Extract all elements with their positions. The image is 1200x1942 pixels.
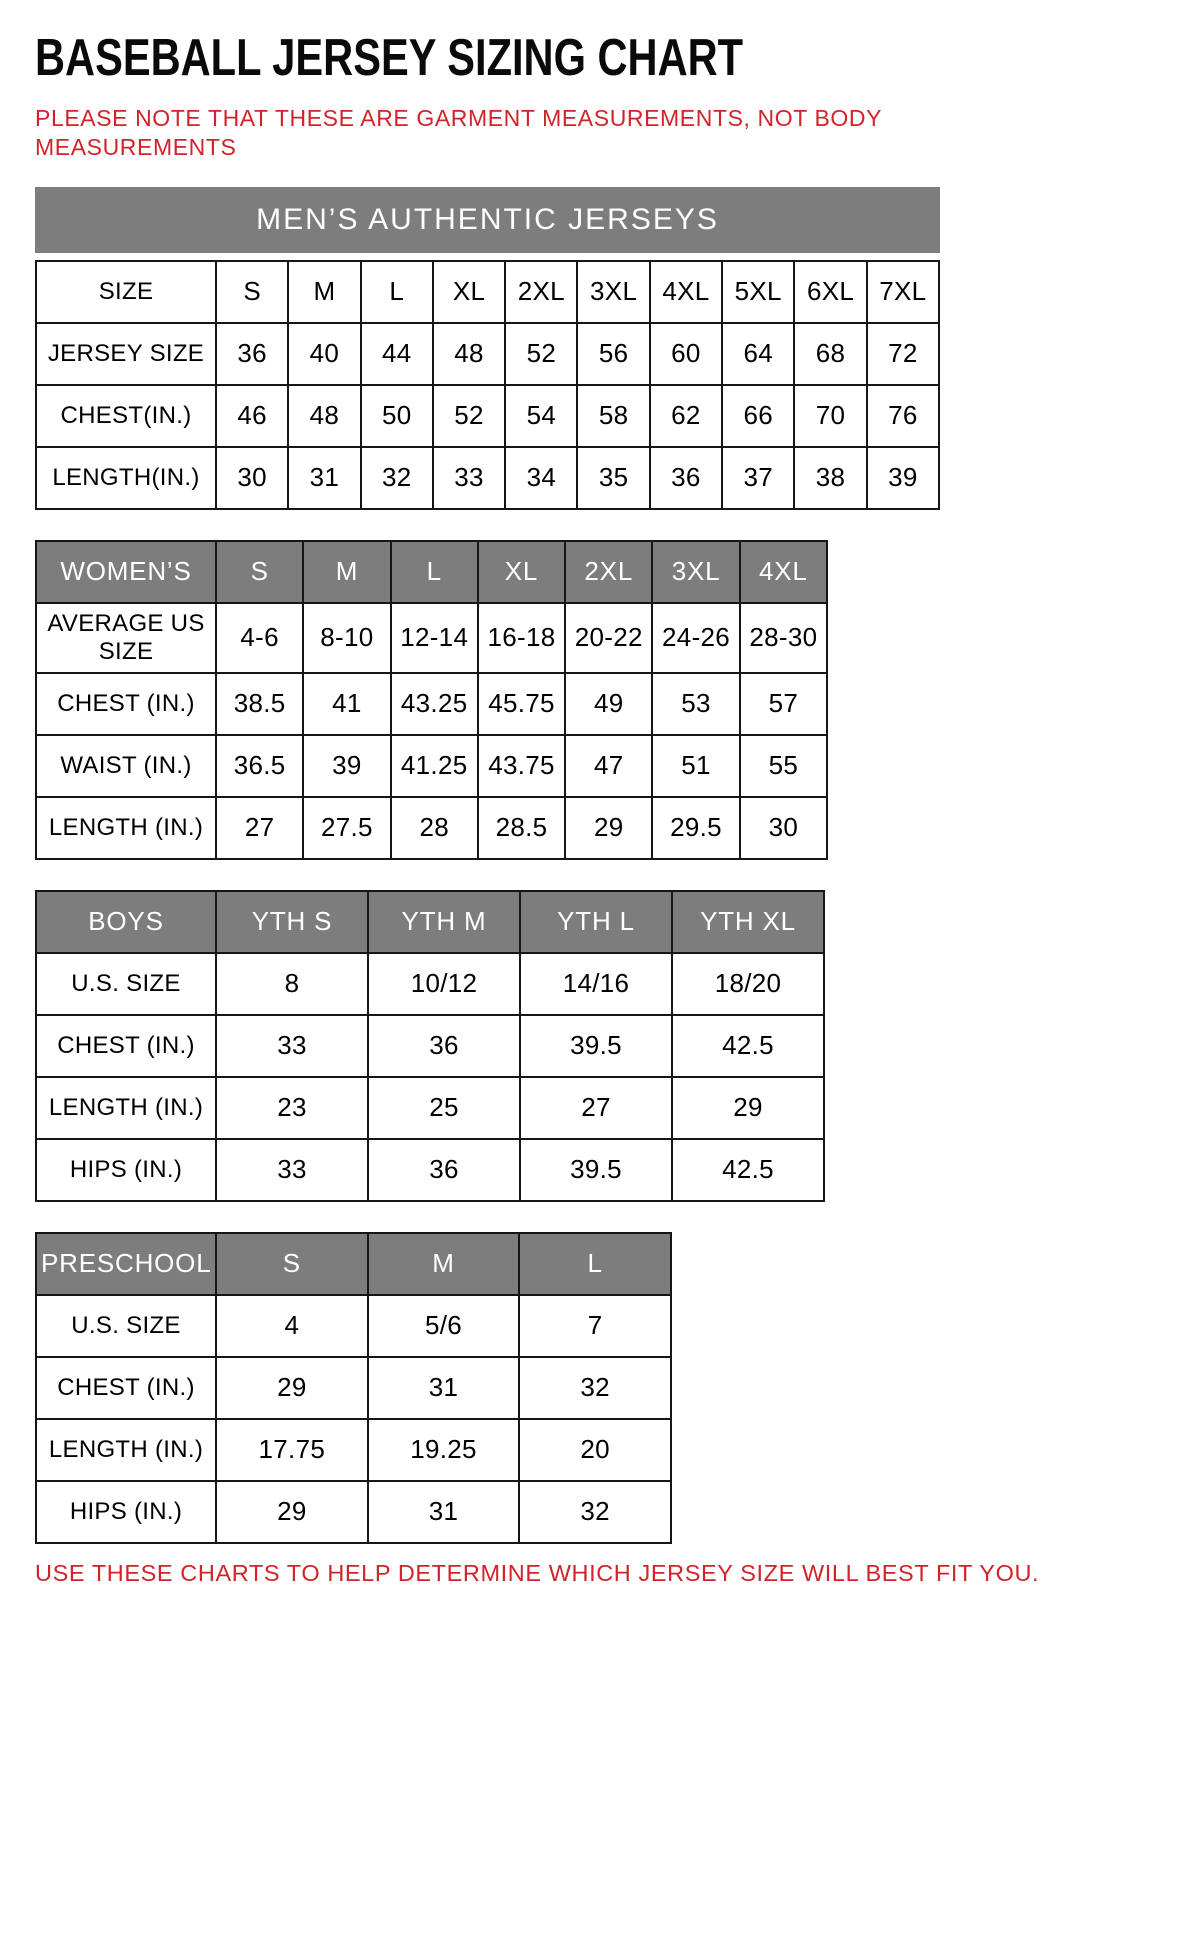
value-cell: 36	[650, 447, 722, 509]
mens-row	[36, 261, 939, 323]
value-cell: 28	[391, 797, 478, 859]
value-cell: 29	[216, 1357, 368, 1419]
value-cell: M	[288, 261, 360, 323]
row-label-cell: LENGTH (IN.)	[36, 1419, 216, 1481]
size-header-cell: YTH S	[216, 891, 368, 953]
value-cell: 7XL	[867, 261, 939, 323]
boys-title-cell: BOYS	[36, 891, 216, 953]
value-cell: 50	[361, 385, 433, 447]
boys-row	[36, 1077, 824, 1139]
value-cell: 58	[577, 385, 649, 447]
boys-row	[36, 953, 824, 1015]
value-cell: 25	[368, 1077, 520, 1139]
fit-advice-note: USE THESE CHARTS TO HELP DETERMINE WHICH JERSEY SIZE WILL BEST FIT YOU.	[35, 1559, 1040, 1586]
preschool-row	[36, 1295, 671, 1357]
value-cell: 48	[288, 385, 360, 447]
value-cell: 30	[216, 447, 288, 509]
size-header-cell: L	[391, 541, 478, 603]
value-cell: 42.5	[672, 1139, 824, 1201]
value-cell: 76	[867, 385, 939, 447]
value-cell: 35	[577, 447, 649, 509]
value-cell: 57	[740, 673, 827, 735]
value-cell: 51	[652, 735, 739, 797]
value-cell: 33	[216, 1139, 368, 1201]
value-cell: 4	[216, 1295, 368, 1357]
womens-row	[36, 603, 827, 673]
value-cell: 33	[433, 447, 505, 509]
size-header-cell: 3XL	[652, 541, 739, 603]
preschool-section	[35, 1232, 1165, 1544]
value-cell: 30	[740, 797, 827, 859]
size-header-cell: L	[519, 1233, 671, 1295]
size-header-cell: YTH M	[368, 891, 520, 953]
value-cell: 42.5	[672, 1015, 824, 1077]
preschool-title-cell: PRESCHOOL	[36, 1233, 216, 1295]
boys-section	[35, 890, 1165, 1202]
size-header-cell: 4XL	[740, 541, 827, 603]
value-cell: 48	[433, 323, 505, 385]
row-label-cell: WAIST (IN.)	[36, 735, 216, 797]
row-label-cell: CHEST (IN.)	[36, 673, 216, 735]
value-cell: 39	[867, 447, 939, 509]
size-header-cell: XL	[478, 541, 565, 603]
value-cell: 29	[672, 1077, 824, 1139]
value-cell: 40	[288, 323, 360, 385]
value-cell: 16-18	[478, 603, 565, 673]
size-header-cell: M	[368, 1233, 520, 1295]
size-header-cell: YTH XL	[672, 891, 824, 953]
mens-section	[35, 187, 1165, 510]
value-cell: 60	[650, 323, 722, 385]
value-cell: 52	[433, 385, 505, 447]
value-cell: 38.5	[216, 673, 303, 735]
size-header-cell: S	[216, 541, 303, 603]
value-cell: 37	[722, 447, 794, 509]
value-cell: 39.5	[520, 1015, 672, 1077]
value-cell: 66	[722, 385, 794, 447]
womens-row	[36, 735, 827, 797]
value-cell: 52	[505, 323, 577, 385]
value-cell: 31	[368, 1481, 520, 1543]
row-label-cell: LENGTH (IN.)	[36, 797, 216, 859]
value-cell: 36	[368, 1139, 520, 1201]
row-label-cell: U.S. SIZE	[36, 1295, 216, 1357]
value-cell: 27.5	[303, 797, 390, 859]
value-cell: 31	[368, 1357, 520, 1419]
preschool-row	[36, 1419, 671, 1481]
value-cell: 6XL	[794, 261, 866, 323]
value-cell: 47	[565, 735, 652, 797]
value-cell: 5/6	[368, 1295, 520, 1357]
value-cell: 39.5	[520, 1139, 672, 1201]
value-cell: 33	[216, 1015, 368, 1077]
boys-sizing-table	[35, 890, 825, 1202]
value-cell: 27	[520, 1077, 672, 1139]
value-cell: XL	[433, 261, 505, 323]
value-cell: 28-30	[740, 603, 827, 673]
value-cell: 56	[577, 323, 649, 385]
row-label-cell: HIPS (IN.)	[36, 1139, 216, 1201]
value-cell: 64	[722, 323, 794, 385]
value-cell: 49	[565, 673, 652, 735]
size-header-cell: 2XL	[565, 541, 652, 603]
size-header-cell: S	[216, 1233, 368, 1295]
womens-row	[36, 797, 827, 859]
page-title: BASEBALL JERSEY SIZING CHART	[35, 29, 744, 87]
value-cell: 54	[505, 385, 577, 447]
boys-row	[36, 1139, 824, 1201]
value-cell: 2XL	[505, 261, 577, 323]
row-label-cell: CHEST(IN.)	[36, 385, 216, 447]
value-cell: 32	[519, 1357, 671, 1419]
value-cell: 20	[519, 1419, 671, 1481]
value-cell: 24-26	[652, 603, 739, 673]
value-cell: 8-10	[303, 603, 390, 673]
value-cell: 29.5	[652, 797, 739, 859]
row-label-cell: U.S. SIZE	[36, 953, 216, 1015]
value-cell: 17.75	[216, 1419, 368, 1481]
value-cell: 70	[794, 385, 866, 447]
value-cell: 29	[565, 797, 652, 859]
womens-header-row	[36, 541, 827, 603]
preschool-row	[36, 1357, 671, 1419]
value-cell: 8	[216, 953, 368, 1015]
value-cell: 39	[303, 735, 390, 797]
value-cell: 68	[794, 323, 866, 385]
womens-title-cell: WOMEN’S	[36, 541, 216, 603]
size-header-cell: YTH L	[520, 891, 672, 953]
value-cell: 3XL	[577, 261, 649, 323]
preschool-row	[36, 1481, 671, 1543]
mens-row	[36, 323, 939, 385]
value-cell: 32	[519, 1481, 671, 1543]
value-cell: 5XL	[722, 261, 794, 323]
mens-table-banner: MEN’S AUTHENTIC JERSEYS	[35, 187, 940, 253]
value-cell: 23	[216, 1077, 368, 1139]
mens-row	[36, 385, 939, 447]
value-cell: 36.5	[216, 735, 303, 797]
row-label-cell: SIZE	[36, 261, 216, 323]
value-cell: 10/12	[368, 953, 520, 1015]
value-cell: 12-14	[391, 603, 478, 673]
womens-section	[35, 540, 1165, 860]
value-cell: 32	[361, 447, 433, 509]
size-header-cell: M	[303, 541, 390, 603]
value-cell: 43.25	[391, 673, 478, 735]
value-cell: 28.5	[478, 797, 565, 859]
value-cell: 43.75	[478, 735, 565, 797]
value-cell: 46	[216, 385, 288, 447]
value-cell: 53	[652, 673, 739, 735]
value-cell: 44	[361, 323, 433, 385]
value-cell: S	[216, 261, 288, 323]
value-cell: 20-22	[565, 603, 652, 673]
garment-measurement-note: PLEASE NOTE THAT THESE ARE GARMENT MEASUREMENTS, NOT BODY MEASUREMENTS	[35, 105, 882, 161]
boys-row	[36, 1015, 824, 1077]
preschool-sizing-table	[35, 1232, 672, 1544]
mens-sizing-table	[35, 260, 940, 510]
mens-row	[36, 447, 939, 509]
value-cell: 14/16	[520, 953, 672, 1015]
value-cell: 19.25	[368, 1419, 520, 1481]
value-cell: 41.25	[391, 735, 478, 797]
row-label-cell: CHEST (IN.)	[36, 1015, 216, 1077]
value-cell: 7	[519, 1295, 671, 1357]
value-cell: 34	[505, 447, 577, 509]
value-cell: 27	[216, 797, 303, 859]
row-label-cell: LENGTH (IN.)	[36, 1077, 216, 1139]
value-cell: L	[361, 261, 433, 323]
value-cell: 18/20	[672, 953, 824, 1015]
womens-row	[36, 673, 827, 735]
value-cell: 55	[740, 735, 827, 797]
value-cell: 45.75	[478, 673, 565, 735]
row-label-cell: LENGTH(IN.)	[36, 447, 216, 509]
value-cell: 41	[303, 673, 390, 735]
row-label-cell: CHEST (IN.)	[36, 1357, 216, 1419]
row-label-cell: HIPS (IN.)	[36, 1481, 216, 1543]
value-cell: 36	[216, 323, 288, 385]
row-label-cell: AVERAGE US SIZE	[36, 603, 216, 673]
value-cell: 72	[867, 323, 939, 385]
value-cell: 29	[216, 1481, 368, 1543]
value-cell: 4-6	[216, 603, 303, 673]
value-cell: 31	[288, 447, 360, 509]
womens-sizing-table	[35, 540, 828, 860]
value-cell: 38	[794, 447, 866, 509]
row-label-cell: JERSEY SIZE	[36, 323, 216, 385]
boys-header-row	[36, 891, 824, 953]
value-cell: 62	[650, 385, 722, 447]
value-cell: 36	[368, 1015, 520, 1077]
value-cell: 4XL	[650, 261, 722, 323]
preschool-header-row	[36, 1233, 671, 1295]
